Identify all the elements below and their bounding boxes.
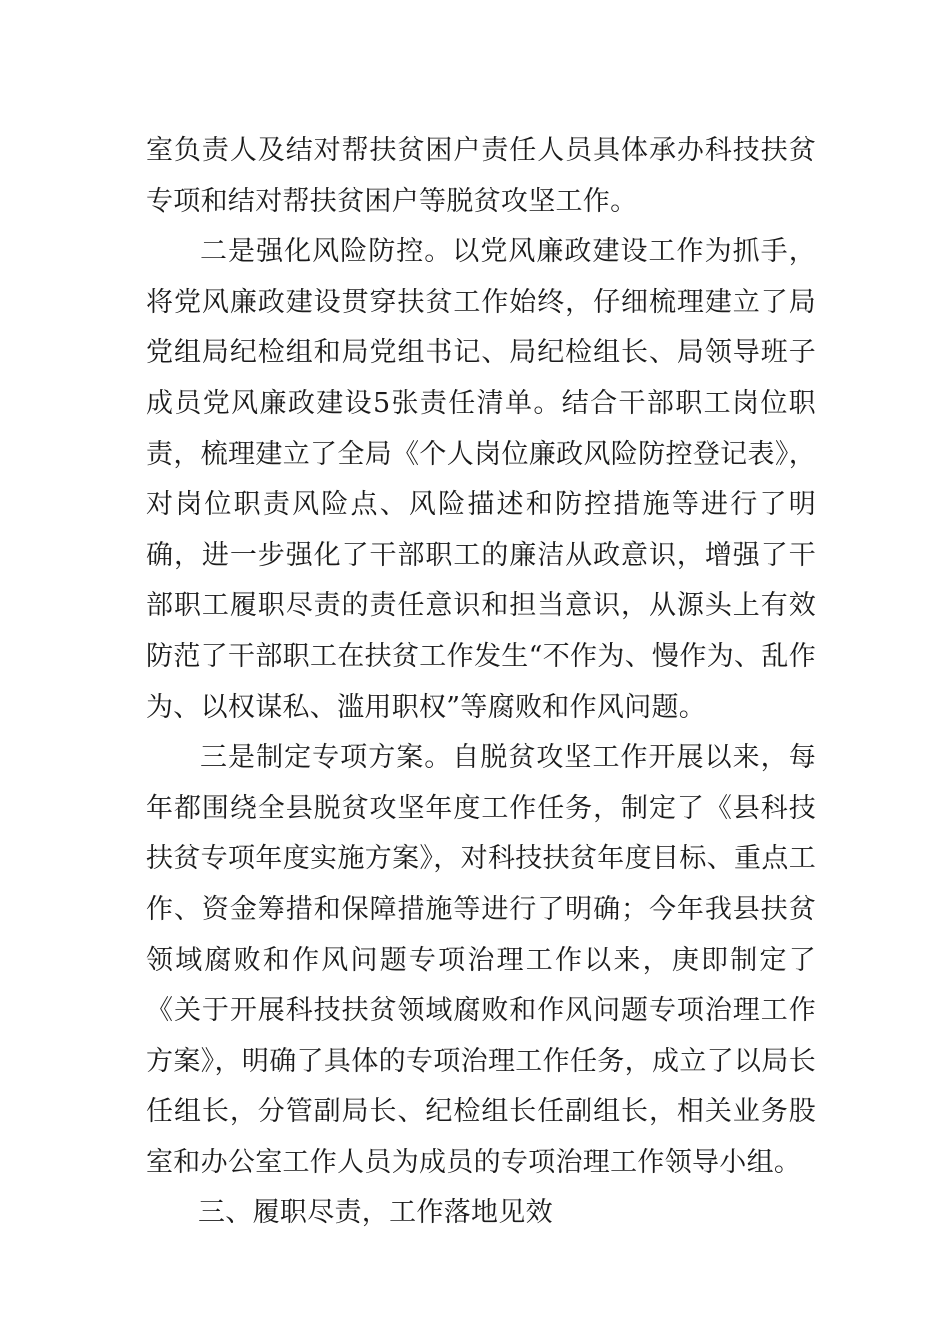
paragraph-risk-control: 二是强化风险防控。以党风廉政建设工作为抓手，将党风廉政建设贯穿扶贫工作始终，仔细梳理建立了局党组局纪检组和局党组书记、局纪检组长、局领导班子成员党风廉政建设5张责任清单。结合干部职工岗位职责，梳理建立了全局《个人岗位廉政风险防控登记表》，对岗位职责风险点、风险描述和防控措施等进行了明确，进一步强化了干部职工的廉洁从政意识，增强了干部职工履职尽责的责任意识和担当意识，从源头上有效防范了干部职工在扶贫工作发生“不作为、慢作为、乱作为、以权谋私、滥用职权”等腐败和作风问题。 xyxy=(146,236,816,723)
section-heading: 三、履职尽责，工作落地见效 xyxy=(198,1197,553,1229)
paragraph-special-plan: 三是制定专项方案。自脱贫攻坚工作开展以来，每年都围绕全县脱贫攻坚年度工作任务，制定了《县科技扶贫专项年度实施方案》，对科技扶贫年度目标、重点工作、资金筹措和保障措施等进行了明确；今年我县扶贫领域腐败和作风问题专项治理工作以来，庚即制定了《关于开展科技扶贫领域腐败和作风问题专项治理工作方案》，明确了具体的专项治理工作任务，成立了以局长任组长，分管副局长、纪检组长任副组长，相关业务股室和办公室工作人员为成员的专项治理工作领导小组。 xyxy=(146,742,816,1178)
paragraph-continuation: 室负责人及结对帮扶贫困户责任人员具体承办科技扶贫专项和结对帮扶贫困户等脱贫攻坚工作。 xyxy=(146,135,816,217)
document-body xyxy=(146,126,816,1239)
